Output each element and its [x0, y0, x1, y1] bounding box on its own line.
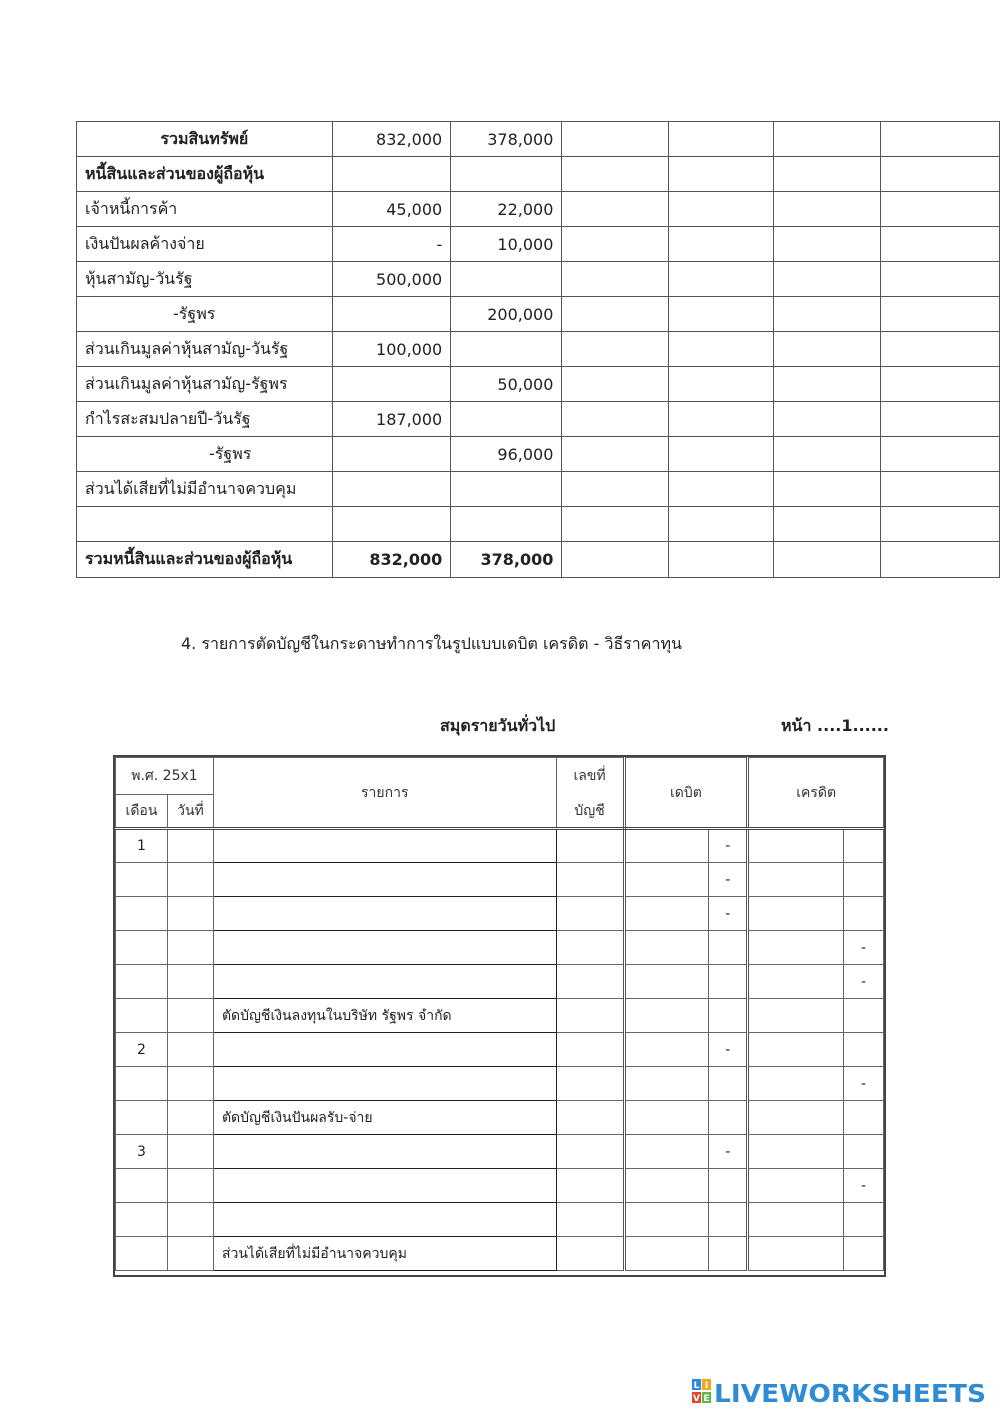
month-cell: [116, 1067, 168, 1101]
description-cell: ตัดบัญชีเงินปันผลรับ-จ่าย: [213, 1101, 556, 1135]
journal-row: [116, 897, 884, 931]
subsidiary-amount: 378,000: [451, 122, 562, 157]
debit-dash: [709, 1101, 748, 1135]
blank-cell[interactable]: [880, 332, 999, 367]
balance-sheet-row: [77, 297, 1000, 332]
blank-cell[interactable]: [774, 157, 880, 192]
credit-dash: [844, 1101, 884, 1135]
month-cell: [116, 1169, 168, 1203]
row-label: รวมสินทรัพย์: [77, 122, 333, 157]
day-cell[interactable]: [167, 863, 213, 897]
blank-cell[interactable]: [668, 437, 773, 472]
subsidiary-amount: [451, 402, 562, 437]
parent-amount: 100,000: [332, 332, 451, 367]
row-label: หุ้นสามัญ-วันรัฐ: [77, 262, 333, 297]
debit-amount-cell[interactable]: [624, 931, 709, 965]
account-number-cell[interactable]: [556, 1203, 624, 1237]
debit-dash: [709, 1067, 748, 1101]
credit-dash: -: [844, 1067, 884, 1101]
debit-amount-cell[interactable]: [624, 1135, 709, 1169]
blank-cell[interactable]: [774, 402, 880, 437]
blank-cell[interactable]: [774, 437, 880, 472]
general-journal: [113, 755, 886, 1277]
account-number-cell[interactable]: [556, 829, 624, 863]
blank-cell[interactable]: [668, 542, 773, 578]
row-label: [77, 507, 333, 542]
day-cell[interactable]: [167, 931, 213, 965]
blank-cell[interactable]: [668, 507, 773, 542]
year-header: พ.ศ. 25x1: [116, 758, 214, 795]
day-cell[interactable]: [167, 1203, 213, 1237]
credit-amount-cell[interactable]: [748, 829, 844, 863]
credit-dash: [844, 863, 884, 897]
parent-amount: 500,000: [332, 262, 451, 297]
credit-amount-cell[interactable]: [748, 931, 844, 965]
day-cell[interactable]: [167, 999, 213, 1033]
day-cell[interactable]: [167, 965, 213, 999]
month-cell: 1: [116, 829, 168, 863]
day-cell[interactable]: [167, 1101, 213, 1135]
row-label: ส่วนเกินมูลค่าหุ้นสามัญ-วันรัฐ: [77, 332, 333, 367]
description-cell[interactable]: [213, 829, 556, 863]
parent-amount: [332, 297, 451, 332]
month-cell: [116, 931, 168, 965]
row-label: -รัฐพร: [77, 297, 333, 332]
day-cell[interactable]: [167, 1169, 213, 1203]
blank-cell[interactable]: [668, 262, 773, 297]
credit-amount-cell[interactable]: [748, 897, 844, 931]
blank-cell[interactable]: [668, 402, 773, 437]
day-cell[interactable]: [167, 1135, 213, 1169]
balance-sheet-row: [77, 402, 1000, 437]
account-number-cell[interactable]: [556, 1101, 624, 1135]
blank-cell[interactable]: [774, 122, 880, 157]
credit-dash: [844, 999, 884, 1033]
credit-amount-cell[interactable]: [748, 999, 844, 1033]
balance-sheet-row: [77, 122, 1000, 157]
description-cell[interactable]: [213, 931, 556, 965]
account-number-cell[interactable]: [556, 1237, 624, 1271]
journal-row: [116, 1101, 884, 1135]
row-label: กำไรสะสมปลายปี-วันรัฐ: [77, 402, 333, 437]
month-header: เดือน: [116, 795, 168, 829]
svg-text:E: E: [703, 1394, 710, 1404]
subsidiary-amount: 200,000: [451, 297, 562, 332]
blank-cell[interactable]: [880, 297, 999, 332]
debit-amount-cell[interactable]: [624, 1067, 709, 1101]
svg-text:I: I: [704, 1381, 709, 1391]
subsidiary-amount: 96,000: [451, 437, 562, 472]
description-cell: ตัดบัญชีเงินลงทุนในบริษัท รัฐพร จำกัด: [213, 999, 556, 1033]
credit-amount-cell[interactable]: [748, 1135, 844, 1169]
credit-amount-cell[interactable]: [748, 1101, 844, 1135]
account-number-cell[interactable]: [556, 863, 624, 897]
debit-amount-cell[interactable]: [624, 1169, 709, 1203]
blank-cell[interactable]: [880, 122, 999, 157]
description-cell[interactable]: [213, 965, 556, 999]
blank-cell[interactable]: [668, 332, 773, 367]
journal-row: [116, 931, 884, 965]
parent-amount: [332, 157, 451, 192]
balance-sheet-row: [77, 192, 1000, 227]
parent-amount: -: [332, 227, 451, 262]
blank-cell[interactable]: [668, 472, 773, 507]
parent-amount: [332, 367, 451, 402]
month-cell: [116, 999, 168, 1033]
debit-dash: -: [709, 897, 748, 931]
balance-sheet-row: [77, 227, 1000, 262]
subsidiary-amount: 50,000: [451, 367, 562, 402]
parent-amount: [332, 507, 451, 542]
journal-row: [116, 829, 884, 863]
debit-dash: [709, 999, 748, 1033]
blank-cell[interactable]: [668, 297, 773, 332]
blank-cell[interactable]: [774, 192, 880, 227]
description-cell[interactable]: [213, 897, 556, 931]
blank-cell[interactable]: [562, 192, 668, 227]
instruction-text: 4. รายการตัดบัญชีในกระดาษทำการในรูปแบบเดบิต เครดิต - วิธีราคาทุน: [181, 634, 682, 653]
debit-amount-cell[interactable]: [624, 863, 709, 897]
blank-cell[interactable]: [880, 402, 999, 437]
debit-dash: [709, 1169, 748, 1203]
day-cell[interactable]: [167, 1237, 213, 1271]
parent-amount: 187,000: [332, 402, 451, 437]
day-header: วันที่: [167, 795, 213, 829]
journal-row: [116, 1169, 884, 1203]
blank-cell[interactable]: [668, 122, 773, 157]
debit-amount-cell[interactable]: [624, 999, 709, 1033]
debit-dash: [709, 1237, 748, 1271]
blank-cell[interactable]: [880, 227, 999, 262]
account-number-header-2: บัญชี: [556, 795, 624, 829]
journal-row: [116, 1033, 884, 1067]
blank-cell[interactable]: [562, 227, 668, 262]
balance-sheet-row: [77, 507, 1000, 542]
debit-dash: -: [709, 1135, 748, 1169]
credit-header: เครดิต: [748, 758, 884, 829]
subsidiary-amount: [451, 507, 562, 542]
blank-cell[interactable]: [562, 122, 668, 157]
journal-row: [116, 1203, 884, 1237]
balance-sheet-row: [77, 157, 1000, 192]
description-cell[interactable]: [213, 1033, 556, 1067]
blank-cell[interactable]: [562, 157, 668, 192]
month-cell: [116, 863, 168, 897]
journal-row: [116, 965, 884, 999]
live-badge-icon: [692, 1379, 711, 1404]
balance-sheet-table: [76, 121, 1000, 578]
credit-dash: -: [844, 1169, 884, 1203]
blank-cell[interactable]: [668, 227, 773, 262]
svg-text:V: V: [693, 1394, 700, 1404]
parent-amount: 832,000: [332, 542, 451, 578]
description-cell[interactable]: [213, 1169, 556, 1203]
journal-table: [115, 757, 884, 1271]
credit-amount-cell[interactable]: [748, 863, 844, 897]
blank-cell[interactable]: [774, 507, 880, 542]
blank-cell[interactable]: [880, 472, 999, 507]
subsidiary-amount: 10,000: [451, 227, 562, 262]
description-cell[interactable]: [213, 1067, 556, 1101]
journal-row: [116, 999, 884, 1033]
description-cell: ส่วนได้เสียที่ไม่มีอำนาจควบคุม: [213, 1237, 556, 1271]
credit-amount-cell[interactable]: [748, 1067, 844, 1101]
month-cell: [116, 965, 168, 999]
blank-cell[interactable]: [562, 542, 668, 578]
blank-cell[interactable]: [774, 297, 880, 332]
blank-cell[interactable]: [774, 367, 880, 402]
debit-amount-cell[interactable]: [624, 1237, 709, 1271]
row-label: หนี้สินและส่วนของผู้ถือหุ้น: [77, 157, 333, 192]
blank-cell[interactable]: [774, 542, 880, 578]
description-cell[interactable]: [213, 863, 556, 897]
month-cell: [116, 1237, 168, 1271]
credit-dash: [844, 1203, 884, 1237]
debit-amount-cell[interactable]: [624, 1033, 709, 1067]
account-number-header: เลขที่: [556, 758, 624, 795]
blank-cell[interactable]: [562, 262, 668, 297]
credit-amount-cell[interactable]: [748, 1033, 844, 1067]
balance-sheet-row: [77, 542, 1000, 578]
page-number-label: หน้า ....1......: [781, 716, 889, 735]
journal-row: [116, 1237, 884, 1271]
month-cell: 3: [116, 1135, 168, 1169]
day-cell[interactable]: [167, 897, 213, 931]
row-label: รวมหนี้สินและส่วนของผู้ถือหุ้น: [77, 542, 333, 578]
parent-amount: 832,000: [332, 122, 451, 157]
debit-amount-cell[interactable]: [624, 965, 709, 999]
month-cell: [116, 1101, 168, 1135]
blank-cell[interactable]: [668, 192, 773, 227]
svg-text:LIVEWORKSHEETS: LIVEWORKSHEETS: [714, 1379, 986, 1408]
blank-cell[interactable]: [880, 192, 999, 227]
credit-dash: [844, 1135, 884, 1169]
description-cell[interactable]: [213, 1135, 556, 1169]
account-number-cell[interactable]: [556, 999, 624, 1033]
blank-cell[interactable]: [774, 332, 880, 367]
debit-dash: -: [709, 863, 748, 897]
debit-header: เดบิต: [624, 758, 748, 829]
blank-cell[interactable]: [774, 262, 880, 297]
balance-sheet-row: [77, 332, 1000, 367]
debit-dash: [709, 1203, 748, 1237]
subsidiary-amount: [451, 332, 562, 367]
credit-amount-cell[interactable]: [748, 1169, 844, 1203]
credit-amount-cell[interactable]: [748, 1203, 844, 1237]
liveworksheets-logo: [692, 1375, 990, 1409]
debit-amount-cell[interactable]: [624, 897, 709, 931]
row-label: เจ้าหนี้การค้า: [77, 192, 333, 227]
subsidiary-amount: [451, 262, 562, 297]
day-cell[interactable]: [167, 1033, 213, 1067]
debit-dash: [709, 931, 748, 965]
account-number-cell[interactable]: [556, 1067, 624, 1101]
blank-cell[interactable]: [880, 367, 999, 402]
row-label: ส่วนได้เสียที่ไม่มีอำนาจควบคุม: [77, 472, 333, 507]
credit-dash: [844, 1033, 884, 1067]
credit-amount-cell[interactable]: [748, 965, 844, 999]
blank-cell[interactable]: [774, 472, 880, 507]
day-cell[interactable]: [167, 1067, 213, 1101]
row-label: -รัฐพร: [77, 437, 333, 472]
row-label: ส่วนเกินมูลค่าหุ้นสามัญ-รัฐพร: [77, 367, 333, 402]
balance-sheet-row: [77, 367, 1000, 402]
subsidiary-amount: 22,000: [451, 192, 562, 227]
journal-title: สมุดรายวันทั่วไป: [440, 716, 556, 735]
debit-dash: -: [709, 829, 748, 863]
blank-cell[interactable]: [668, 367, 773, 402]
account-number-cell[interactable]: [556, 1135, 624, 1169]
balance-sheet-row: [77, 437, 1000, 472]
debit-amount-cell[interactable]: [624, 829, 709, 863]
blank-cell[interactable]: [880, 262, 999, 297]
credit-dash: -: [844, 931, 884, 965]
balance-sheet-row: [77, 262, 1000, 297]
blank-cell[interactable]: [562, 332, 668, 367]
journal-row: [116, 1135, 884, 1169]
account-number-cell[interactable]: [556, 931, 624, 965]
parent-amount: [332, 472, 451, 507]
credit-dash: [844, 829, 884, 863]
month-cell: [116, 897, 168, 931]
blank-cell[interactable]: [562, 367, 668, 402]
parent-amount: [332, 437, 451, 472]
day-cell[interactable]: [167, 829, 213, 863]
blank-cell[interactable]: [880, 507, 999, 542]
account-number-cell[interactable]: [556, 965, 624, 999]
journal-row: [116, 863, 884, 897]
credit-amount-cell[interactable]: [748, 1237, 844, 1271]
blank-cell[interactable]: [774, 227, 880, 262]
credit-dash: [844, 897, 884, 931]
journal-row: [116, 1067, 884, 1101]
blank-cell[interactable]: [562, 402, 668, 437]
balance-sheet-row: [77, 472, 1000, 507]
debit-amount-cell[interactable]: [624, 1203, 709, 1237]
row-label: เงินปันผลค้างจ่าย: [77, 227, 333, 262]
description-cell[interactable]: [213, 1203, 556, 1237]
debit-amount-cell[interactable]: [624, 1101, 709, 1135]
blank-cell[interactable]: [880, 437, 999, 472]
svg-text:L: L: [693, 1381, 700, 1391]
subsidiary-amount: 378,000: [451, 542, 562, 578]
blank-cell[interactable]: [880, 157, 999, 192]
credit-dash: -: [844, 965, 884, 999]
account-number-cell[interactable]: [556, 1033, 624, 1067]
blank-cell[interactable]: [562, 507, 668, 542]
month-cell: 2: [116, 1033, 168, 1067]
subsidiary-amount: [451, 472, 562, 507]
blank-cell[interactable]: [562, 297, 668, 332]
blank-cell[interactable]: [880, 542, 999, 578]
blank-cell[interactable]: [562, 472, 668, 507]
blank-cell[interactable]: [562, 437, 668, 472]
parent-amount: 45,000: [332, 192, 451, 227]
subsidiary-amount: [451, 157, 562, 192]
debit-dash: -: [709, 1033, 748, 1067]
debit-dash: [709, 965, 748, 999]
account-number-cell[interactable]: [556, 1169, 624, 1203]
description-header: รายการ: [213, 758, 556, 829]
account-number-cell[interactable]: [556, 897, 624, 931]
month-cell: [116, 1203, 168, 1237]
blank-cell[interactable]: [668, 157, 773, 192]
credit-dash: [844, 1237, 884, 1271]
